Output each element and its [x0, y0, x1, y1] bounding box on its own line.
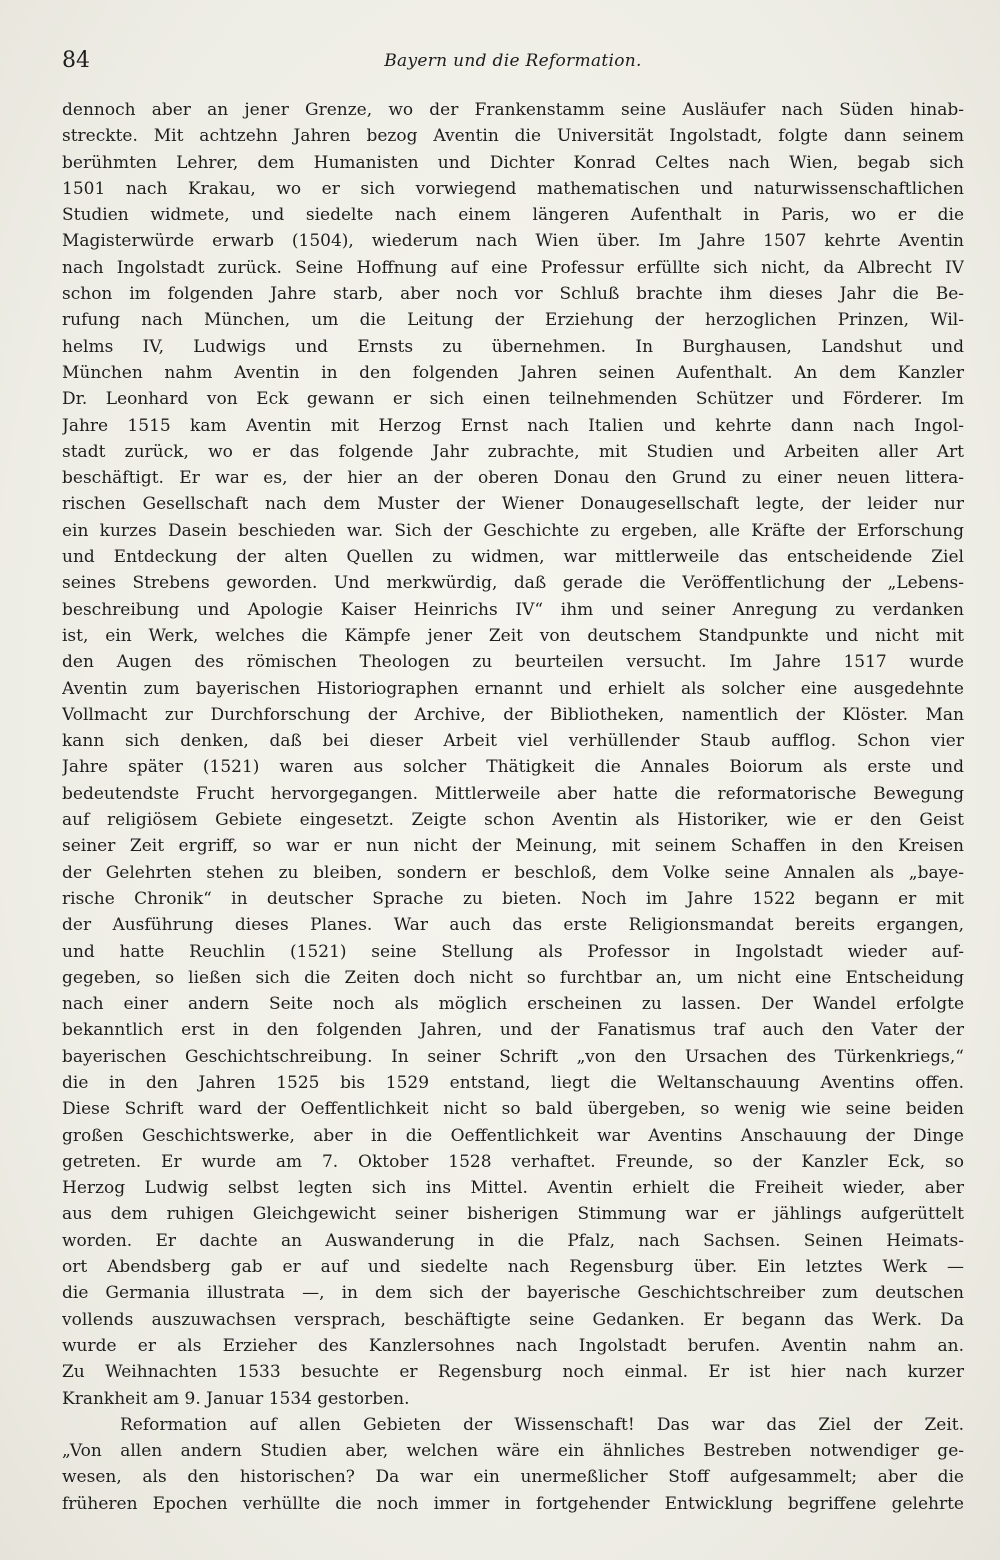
text-line: auf religiösem Gebiete eingesetzt. Zeigte schon Aventin als Historiker, wie er den Geist: [62, 810, 964, 831]
text-line: kann sich denken, daß bei dieser Arbeit viel verhüllender Staub aufflog. Schon vier: [62, 731, 964, 752]
text-line: wesen, als den historischen? Da war ein unermeßlicher Stoff aufgesammelt; aber die: [62, 1467, 964, 1488]
text-line: dennoch aber an jener Grenze, wo der Frankenstamm seine Ausläufer nach Süden hinab-: [62, 100, 964, 120]
text-line: Zu Weihnachten 1533 besuchte er Regensburg noch einmal. Er ist hier nach kurzer: [62, 1362, 964, 1383]
body-text: [62, 97, 964, 1517]
text-line: München nahm Aventin in den folgenden Jahren seinen Aufenthalt. An dem Kanzler: [62, 362, 964, 383]
text-line: streckte. Mit achtzehn Jahren bezog Aventin die Universität Ingolstadt, folgte dann seinem: [62, 126, 964, 147]
text-line: ort Abendsberg gab er auf und siedelte nach Regensburg über. Ein letztes Werk —: [62, 1257, 964, 1278]
text-line: bedeutendste Frucht hervorgegangen. Mittlerweile aber hatte die reformatorische Bewegung: [62, 783, 964, 804]
text-line: großen Geschichtswerke, aber in die Oeffentlichkeit war Aventins Anschauung der Dinge: [62, 1125, 964, 1146]
text-line: wurde er als Erzieher des Kanzlersohnes nach Ingolstadt berufen. Aventin nahm an.: [62, 1335, 964, 1356]
running-head: [62, 44, 964, 78]
text-line: Dr. Leonhard von Eck gewann er sich einen teilnehmenden Schützer und Förderer. Im: [62, 389, 964, 410]
text-line: den Augen des römischen Theologen zu beurteilen versucht. Im Jahre 1517 wurde: [62, 652, 964, 673]
text-line: getreten. Er wurde am 7. Oktober 1528 verhaftet. Freunde, so der Kanzler Eck, so: [62, 1151, 964, 1172]
text-line: worden. Er dachte an Auswanderung in die Pfalz, nach Sachsen. Seinen Heimats-: [62, 1230, 964, 1251]
text-line: Krankheit am 9. Januar 1534 gestorben.: [62, 1388, 410, 1409]
text-line: bayerischen Geschichtschreibung. In seiner Schrift „von den Ursachen des Türkenkriegs,“: [62, 1046, 964, 1067]
text-line: Diese Schrift ward der Oeffentlichkeit nicht so bald übergeben, so wenig wie seine beiden: [62, 1099, 964, 1120]
text-line: berühmten Lehrer, dem Humanisten und Dichter Konrad Celtes nach Wien, begab sich: [62, 152, 964, 173]
text-line: 1501 nach Krakau, wo er sich vorwiegend mathematischen und naturwissenschaftlichen: [62, 178, 964, 199]
text-line: Herzog Ludwig selbst legten sich ins Mittel. Aventin erhielt die Freiheit wieder, aber: [62, 1178, 964, 1199]
text-line: die in den Jahren 1525 bis 1529 entstand, liegt die Weltanschauung Aventins offen.: [62, 1072, 964, 1093]
text-line: Studien widmete, und siedelte nach einem längeren Aufenthalt in Paris, wo er die: [62, 205, 964, 226]
text-line: helms IV, Ludwigs und Ernsts zu übernehmen. In Burghausen, Landshut und: [62, 336, 964, 357]
text-line: vollends auszuwachsen versprach, beschäftigte seine Gedanken. Er begann das Werk. Da: [62, 1309, 964, 1330]
text-line: stadt zurück, wo er das folgende Jahr zubrachte, mit Studien und Arbeiten aller Art: [62, 441, 964, 462]
text-line: ein kurzes Dasein beschieden war. Sich der Geschichte zu ergeben, alle Kräfte der Erforschung: [62, 520, 964, 541]
text-line: rische Chronik“ in deutscher Sprache zu bieten. Noch im Jahre 1522 begann er mit: [62, 888, 964, 909]
text-line: ist, ein Werk, welches die Kämpfe jener Zeit von deutschem Standpunkte und nicht mit: [62, 625, 964, 646]
text-line: rufung nach München, um die Leitung der Erziehung der herzoglichen Prinzen, Wil-: [62, 310, 964, 331]
text-line: die Germania illustrata —, in dem sich der bayerische Geschichtschreiber zum deutschen: [62, 1283, 964, 1304]
running-title: Bayern und die Reformation.: [384, 51, 642, 71]
text-line: Reformation auf allen Gebieten der Wissenschaft! Das war das Ziel der Zeit.: [120, 1414, 964, 1435]
text-line: Jahre 1515 kam Aventin mit Herzog Ernst nach Italien und kehrte dann nach Ingol-: [62, 415, 964, 436]
text-line: und Entdeckung der alten Quellen zu widmen, war mittlerweile das entscheidende Ziel: [62, 547, 964, 568]
text-line: Vollmacht zur Durchforschung der Archive, der Bibliotheken, namentlich der Klöster. Man: [62, 704, 964, 725]
text-line: schon im folgenden Jahre starb, aber noch vor Schluß brachte ihm dieses Jahr die Be-: [62, 284, 964, 305]
text-line: beschäftigt. Er war es, der hier an der oberen Donau den Grund zu einer neuen littera-: [62, 468, 964, 489]
text-line: gegeben, so ließen sich die Zeiten doch nicht so furchtbar an, um nicht eine Entscheidung: [62, 967, 964, 988]
text-line: und hatte Reuchlin (1521) seine Stellung als Professor in Ingolstadt wieder auf-: [62, 941, 964, 962]
text-line: nach einer andern Seite noch als möglich erscheinen zu lassen. Der Wandel erfolgte: [62, 994, 964, 1015]
paragraph-1: [62, 97, 964, 1412]
text-line: der Gelehrten stehen zu bleiben, sondern er beschloß, dem Volke seine Annalen als „baye-: [62, 862, 964, 883]
page-number: 84: [62, 48, 90, 73]
text-line: bekanntlich erst in den folgenden Jahren, und der Fanatismus traf auch den Vater der: [62, 1020, 964, 1041]
text-line: beschreibung und Apologie Kaiser Heinrichs IV“ ihm und seiner Anregung zu verdanken: [62, 599, 964, 620]
text-line: Jahre später (1521) waren aus solcher Thätigkeit die Annales Boiorum als erste und: [62, 757, 964, 778]
text-line: seines Strebens geworden. Und merkwürdig, daß gerade die Veröffentlichung der „Lebens-: [62, 573, 964, 594]
text-line: nach Ingolstadt zurück. Seine Hoffnung auf eine Professur erfüllte sich nicht, da Albrecht IV: [62, 257, 964, 278]
text-line: rischen Gesellschaft nach dem Muster der Wiener Donaugesellschaft legte, der leider nur: [62, 494, 964, 515]
text-line: seiner Zeit ergriff, so war er nun nicht der Meinung, mit seinem Schaffen in den Kreisen: [62, 836, 964, 857]
text-line: Magisterwürde erwarb (1504), wiederum nach Wien über. Im Jahre 1507 kehrte Aventin: [62, 231, 964, 252]
text-line: Aventin zum bayerischen Historiographen ernannt und erhielt als solcher eine ausgedehnte: [62, 678, 964, 699]
text-line: der Ausführung dieses Planes. War auch das erste Religionsmandat bereits ergangen,: [62, 915, 964, 936]
paragraph-2: [62, 1412, 964, 1517]
text-line: „Von allen andern Studien aber, welchen wäre ein ähnliches Bestreben notwendiger ge-: [62, 1441, 964, 1462]
text-line: aus dem ruhigen Gleichgewicht seiner bisherigen Stimmung war er jählings aufgerüttelt: [62, 1204, 964, 1225]
text-line: früheren Epochen verhüllte die noch immer in fortgehender Entwicklung begriffene gelehrte: [62, 1493, 964, 1514]
